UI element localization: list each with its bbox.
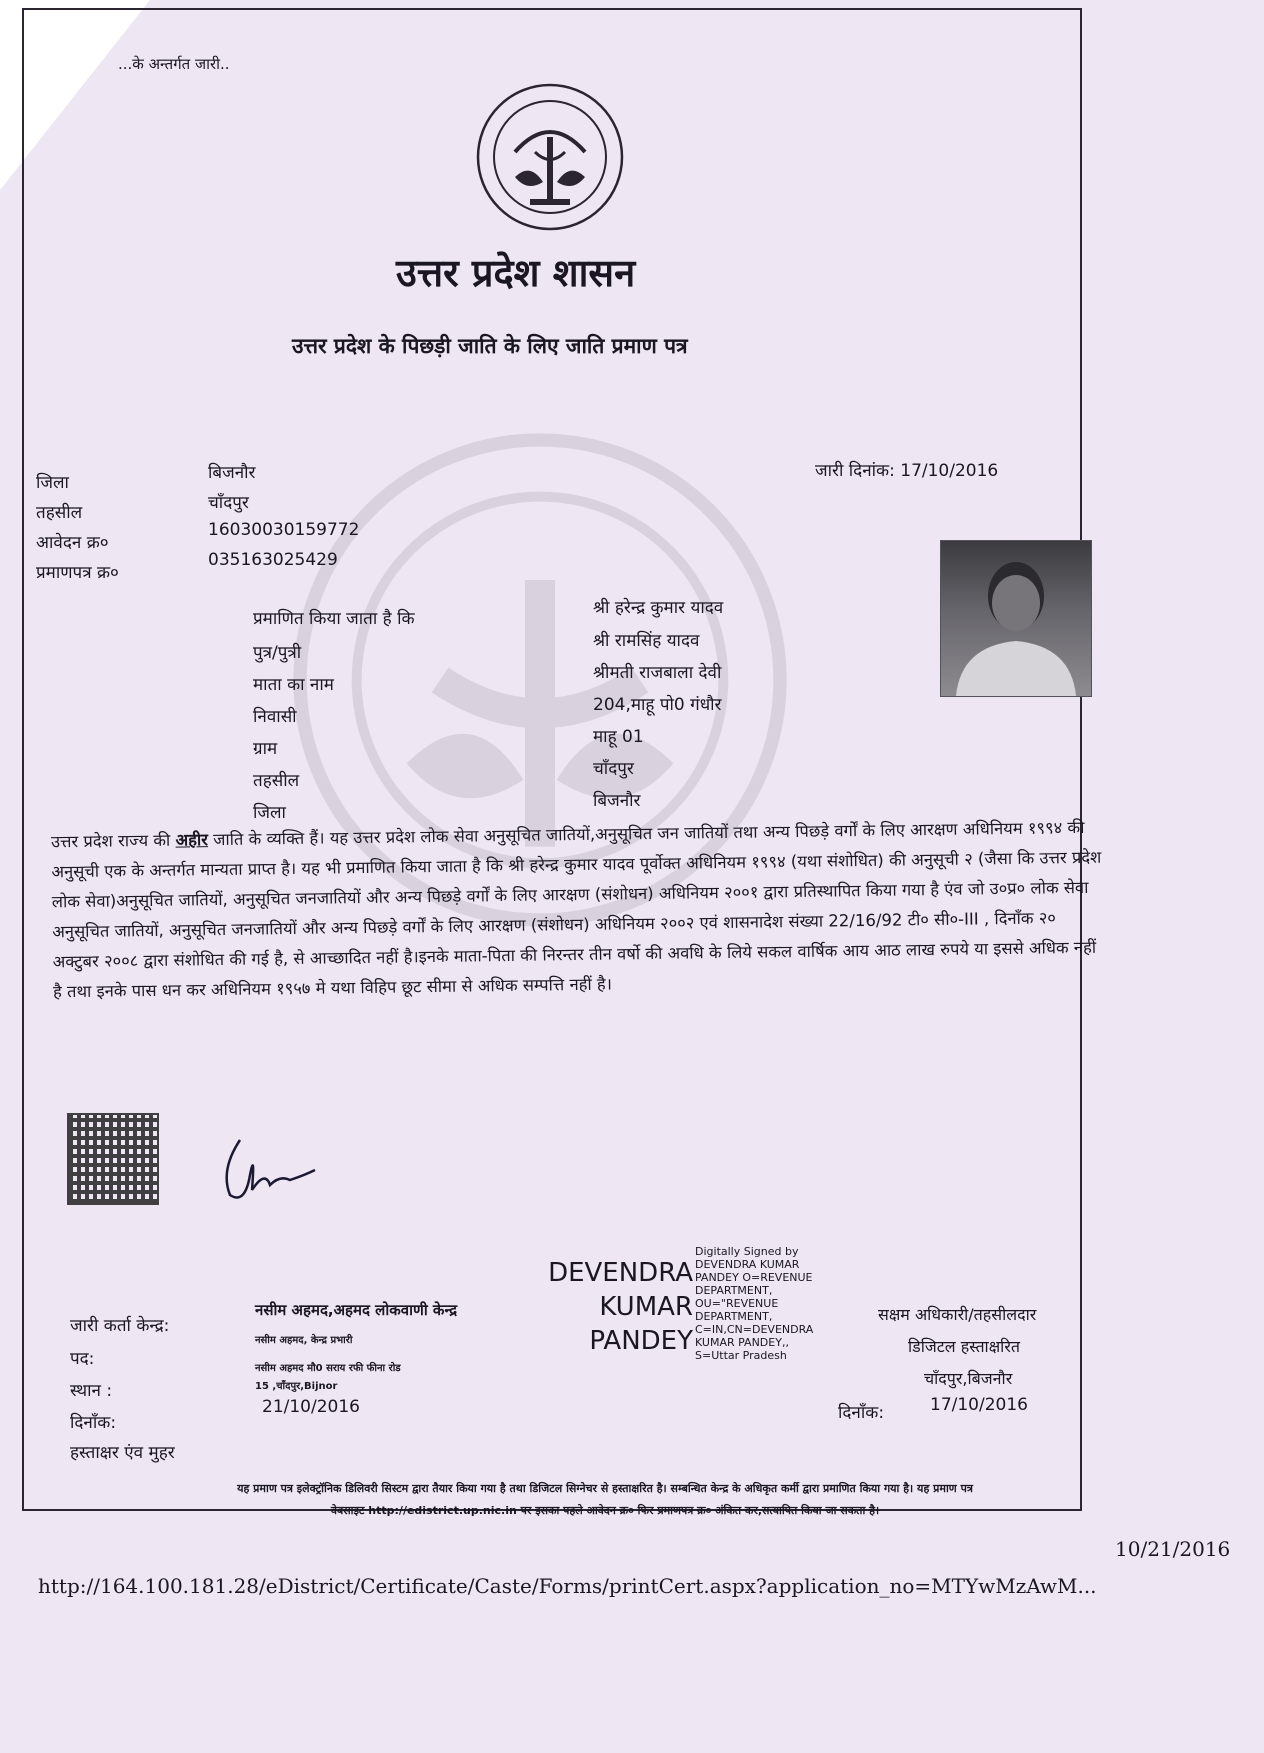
application-no-label: आवेदन क्र०: [36, 533, 109, 553]
issue-date-value: 17/10/2016: [900, 461, 999, 481]
qr-code: [67, 1113, 159, 1205]
body-part2: जाति के व्यक्ति हैं। यह उत्तर प्रदेश लोक सेवा अनुसूचित जातियों,अनुसूचित जन जातियों तथा अन्य पिछड़े वर्गों के लिए आरक्षण अधिनियम १९९४ की अनुसूची एक के अन्तर्गत मान्यता प्राप्त है। यह भी प्रमाणित किया जाता है कि श्री हरेन्द्र कुमार यादव पूर्वोक्त अधिनियम १९९४ (यथा संशोधित) की अनुसूची २ (जैसा कि उत्तर प्रदेश लोक सेवा)अनुसूचित जातियों, अनुसूचित जनजातियों और अन्य पिछड़े वर्गों के लिए आरक्षण (संशोधन) अधिनियम २००१ द्वारा प्रतिस्थापित किया गया है एंव जो उ०प्र० लोक सेवा अनुसूचित जातियों, अनुसूचित जनजातियों और अन्य पिछड़े वर्गों के लिए आरक्षण (संशोधन) अधिनियम २००२ एवं शासनादेश संख्या 22/16/92 टी० सी०-III , दिनाँक २० अक्टुबर २००८ द्वारा संशोधित की गई है, से आच्छादित नहीं है।इनके माता-पिता की निरन्तर तीन वर्षो की अवधि के लिये सकल वार्षिक आय आठ लाख रुपये या इससे अधिक नहीं है तथा इनके पास धन कर अधिनियम १९५७ मे यथा विहिप छूट सीमा से अधिक सम्पत्ति नहीं है।: [51, 817, 1102, 1002]
post-value: नसीम अहमद, केन्द्र प्रभारी: [255, 1335, 353, 1346]
certificate-no-label: प्रमाणपत्र क्र०: [36, 563, 119, 583]
digital-signer-name: [523, 1256, 693, 1358]
issuing-centre-label: जारी कर्ता केन्द्र:: [70, 1316, 170, 1336]
issue-date: [815, 458, 998, 481]
tehsil-value: चाँदपुर: [208, 493, 249, 513]
village-value: माहू 01: [593, 727, 644, 747]
place-line1: नसीम अहमद मौ0 सराय रफी फीना रोड: [255, 1363, 401, 1374]
certify-intro: प्रमाणित किया जाता है कि: [253, 609, 415, 629]
mother-name: श्रीमती राजबाला देवी: [593, 663, 722, 683]
footer-line1: यह प्रमाण पत्र इलेक्ट्रॉनिक डिलिवरी सिस्टम द्वारा तैयार किया गया है तथा डिजिटल सिग्नेचर से हस्ताक्षरित है। सम्बन्धित केन्द्र के अधिकृत कर्मी द्वारा प्रमाणित किया गया है। यह प्रमाण पत्र: [237, 1482, 973, 1495]
issuing-centre-value: नसीम अहमद,अहमद लोकवाणी केन्द्र: [255, 1301, 458, 1319]
issuer-date-label: दिनाँक:: [70, 1413, 117, 1433]
person-district-label: जिला: [253, 803, 286, 823]
sign-seal-label: हस्ताक्षर एंव मुहर: [70, 1443, 175, 1463]
person-district-value: बिजनौर: [593, 791, 641, 811]
handwritten-signature: [210, 1120, 320, 1210]
mother-name-label: माता का नाम: [253, 675, 334, 695]
resident-label: निवासी: [253, 707, 297, 727]
person-tehsil-label: तहसील: [253, 771, 300, 791]
authority-place: चाँदपुर,बिजनौर: [924, 1369, 1013, 1388]
person-tehsil-value: चाँदपुर: [593, 759, 634, 779]
father-name: श्री रामसिंह यादव: [593, 631, 700, 651]
issuer-date-value: 21/10/2016: [262, 1397, 360, 1417]
village-label: ग्राम: [253, 739, 278, 759]
caste-name: अहीर: [175, 830, 209, 850]
district-label: जिला: [36, 473, 69, 493]
certificate-no-value: 035163025429: [208, 550, 338, 570]
print-url: http://164.100.181.28/eDistrict/Certificate/Caste/Forms/printCert.aspx?application_no=MTYwMzAwM...: [38, 1574, 1097, 1598]
certificate-body: [51, 813, 1108, 1008]
body-part1: उत्तर प्रदेश राज्य की: [50, 830, 171, 852]
signer-name-line2: KUMAR: [599, 1292, 693, 1322]
signer-name-line1: DEVENDRA: [548, 1258, 693, 1288]
up-government-seal-icon: [475, 82, 625, 232]
application-no-value: 16030030159772: [208, 520, 360, 540]
authority-title: सक्षम अधिकारी/तहसीलदार: [878, 1305, 1037, 1324]
footer-note: [80, 1478, 1130, 1522]
page-title: उत्तर प्रदेश शासन: [396, 251, 636, 295]
applicant-photo: [940, 540, 1092, 697]
place-line2: 15 ,चाँदपुर,Bijnor: [255, 1381, 338, 1392]
place-label: स्थान :: [70, 1381, 113, 1401]
digital-signature-detail: Digitally Signed by DEVENDRA KUMAR PANDEY O=REVENUE DEPARTMENT, OU="REVENUE DEPARTMENT, C=IN,CN=DEVENDRA KUMAR PANDEY,, S=Uttar Pradesh: [695, 1245, 814, 1362]
applicant-name: श्री हरेन्द्र कुमार यादव: [593, 598, 724, 618]
resident-value: 204,माहू पो0 गंधौर: [593, 695, 722, 715]
authority-signed: डिजिटल हस्ताक्षरित: [908, 1337, 1020, 1356]
certificate-subtitle: उत्तर प्रदेश के पिछड़ी जाति के लिए जाति प्रमाण पत्र: [292, 334, 688, 358]
post-label: पद:: [70, 1349, 95, 1369]
tehsil-label: तहसील: [36, 503, 83, 523]
district-value: बिजनौर: [208, 463, 256, 483]
son-daughter-label: पुत्र/पुत्री: [253, 643, 302, 663]
top-note: ...के अन्तर्गत जारी..: [118, 55, 230, 73]
authority-date-value: 17/10/2016: [930, 1395, 1028, 1415]
authority-date-label: दिनाँक:: [838, 1403, 885, 1423]
footer-line2: वेबसाइट http://edistrict.up.nic.in पर इसका पहले आवेदन क्र० फिर प्रमाणपत्र क्र० अंकित कर,सत्यापित किया जा सकता है।: [330, 1504, 880, 1517]
print-date: 10/21/2016: [1115, 1537, 1231, 1561]
issue-date-label: जारी दिनांक:: [815, 461, 895, 481]
signer-name-line3: PANDEY: [589, 1326, 693, 1356]
